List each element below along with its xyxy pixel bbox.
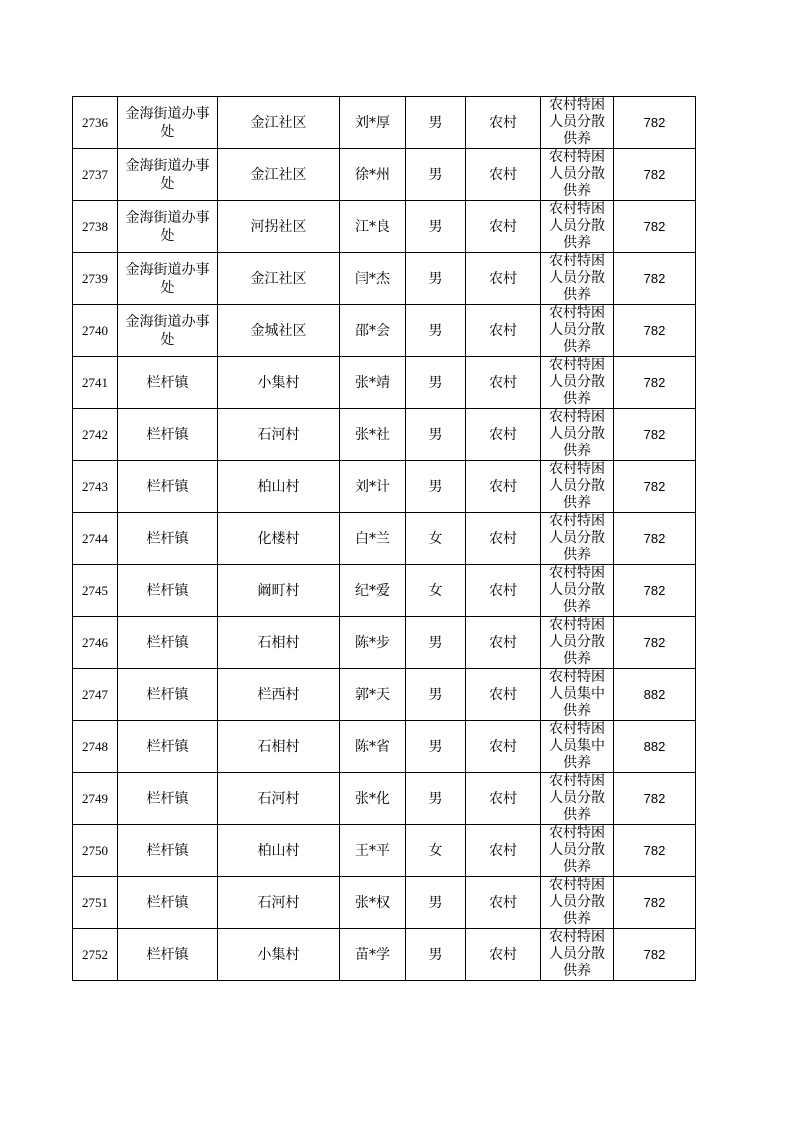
recipient-name-cell (340, 929, 406, 981)
serial-number-cell-text: 2738 (82, 218, 108, 234)
residence-type-cell (466, 149, 541, 201)
recipient-name-cell-text: 刘*计 (355, 478, 390, 495)
township-cell-text: 栏杆镇 (146, 426, 189, 443)
township-cell (118, 669, 218, 721)
amount-cell (614, 929, 696, 981)
gender-cell-text: 女 (428, 530, 443, 547)
amount-cell-text: 782 (643, 270, 666, 286)
village-cell-text: 石相村 (257, 738, 300, 755)
township-cell-text: 栏杆镇 (146, 582, 189, 599)
township-cell-text: 栏杆镇 (146, 946, 189, 963)
residence-type-cell-text: 农村 (489, 270, 517, 287)
township-cell-text: 金海街道办事处 (125, 157, 210, 192)
residence-type-cell (466, 409, 541, 461)
gender-cell-text: 男 (428, 738, 443, 755)
residence-type-cell (466, 461, 541, 513)
support-category-cell (541, 617, 614, 669)
support-category-cell (541, 825, 614, 877)
village-cell-text: 石相村 (257, 634, 300, 651)
township-cell (118, 253, 218, 305)
township-cell (118, 201, 218, 253)
serial-number-cell (73, 461, 118, 513)
recipient-name-cell-text: 苗*学 (355, 946, 390, 963)
village-cell (218, 253, 340, 305)
gender-cell-text: 男 (428, 946, 443, 963)
serial-number-cell (73, 617, 118, 669)
gender-cell-text: 男 (428, 478, 443, 495)
gender-cell-text: 男 (428, 426, 443, 443)
serial-number-cell-text: 2737 (82, 166, 108, 182)
recipient-name-cell (340, 97, 406, 149)
serial-number-cell (73, 409, 118, 461)
support-category-cell-text: 农村特困人员分散供养 (549, 253, 605, 303)
residence-type-cell-text: 农村 (489, 686, 517, 703)
amount-cell (614, 565, 696, 617)
village-cell (218, 461, 340, 513)
village-cell (218, 565, 340, 617)
recipient-name-cell-text: 徐*州 (355, 166, 390, 183)
township-cell (118, 773, 218, 825)
gender-cell-text: 男 (428, 790, 443, 807)
village-cell-text: 阚町村 (257, 582, 300, 599)
amount-cell (614, 773, 696, 825)
village-cell (218, 877, 340, 929)
recipient-name-cell-text: 陈*省 (355, 738, 390, 755)
township-cell (118, 929, 218, 981)
township-cell (118, 461, 218, 513)
support-category-cell-text: 农村特困人员分散供养 (549, 97, 605, 147)
gender-cell-text: 男 (428, 894, 443, 911)
support-category-cell (541, 305, 614, 357)
support-category-cell-text: 农村特困人员分散供养 (549, 877, 605, 927)
amount-cell-text: 782 (643, 530, 666, 546)
serial-number-cell (73, 669, 118, 721)
support-category-cell-text: 农村特困人员分散供养 (549, 201, 605, 251)
township-cell-text: 栏杆镇 (146, 374, 189, 391)
amount-cell (614, 97, 696, 149)
township-cell (118, 149, 218, 201)
gender-cell (406, 721, 466, 773)
gender-cell-text: 男 (428, 114, 443, 131)
township-cell-text: 栏杆镇 (146, 738, 189, 755)
amount-cell-text: 782 (643, 114, 666, 130)
residence-type-cell (466, 825, 541, 877)
residence-type-cell-text: 农村 (489, 166, 517, 183)
table-row (73, 149, 696, 201)
table-row (73, 669, 696, 721)
gender-cell-text: 男 (428, 322, 443, 339)
township-cell (118, 409, 218, 461)
table-row (73, 825, 696, 877)
support-category-cell-text: 农村特困人员分散供养 (549, 149, 605, 199)
recipient-name-cell-text: 张*社 (355, 426, 390, 443)
township-cell-text: 栏杆镇 (146, 894, 189, 911)
recipient-name-cell-text: 纪*爱 (355, 582, 390, 599)
township-cell (118, 825, 218, 877)
amount-cell-text: 782 (643, 582, 666, 598)
recipient-name-cell-text: 邵*会 (355, 322, 390, 339)
serial-number-cell-text: 2743 (82, 478, 108, 494)
support-category-cell-text: 农村特困人员分散供养 (549, 773, 605, 823)
amount-cell-text: 782 (643, 322, 666, 338)
support-category-cell-text: 农村特困人员分散供养 (549, 929, 605, 979)
amount-cell (614, 721, 696, 773)
recipient-name-cell (340, 565, 406, 617)
residence-type-cell-text: 农村 (489, 426, 517, 443)
serial-number-cell (73, 97, 118, 149)
amount-cell-text: 782 (643, 790, 666, 806)
gender-cell (406, 825, 466, 877)
village-cell (218, 201, 340, 253)
support-category-cell-text: 农村特困人员分散供养 (549, 409, 605, 459)
village-cell (218, 357, 340, 409)
amount-cell-text: 782 (643, 894, 666, 910)
table-row (73, 513, 696, 565)
gender-cell (406, 201, 466, 253)
recipient-name-cell-text: 张*化 (355, 790, 390, 807)
amount-cell-text: 782 (643, 946, 666, 962)
residence-type-cell (466, 721, 541, 773)
gender-cell (406, 409, 466, 461)
amount-cell (614, 357, 696, 409)
village-cell-text: 金江社区 (250, 166, 307, 183)
support-category-cell (541, 201, 614, 253)
residence-type-cell-text: 农村 (489, 842, 517, 859)
serial-number-cell (73, 201, 118, 253)
gender-cell (406, 877, 466, 929)
table-row (73, 617, 696, 669)
residence-type-cell-text: 农村 (489, 790, 517, 807)
residence-type-cell (466, 565, 541, 617)
residence-type-cell (466, 253, 541, 305)
village-cell-text: 金城社区 (250, 322, 307, 339)
recipient-name-cell-text: 郭*天 (355, 686, 390, 703)
gender-cell (406, 773, 466, 825)
amount-cell (614, 825, 696, 877)
gender-cell (406, 97, 466, 149)
serial-number-cell (73, 773, 118, 825)
support-category-cell-text: 农村特困人员分散供养 (549, 617, 605, 667)
amount-cell (614, 253, 696, 305)
serial-number-cell-text: 2739 (82, 270, 108, 286)
gender-cell (406, 357, 466, 409)
village-cell-text: 小集村 (257, 374, 300, 391)
gender-cell (406, 461, 466, 513)
amount-cell (614, 305, 696, 357)
support-category-cell (541, 357, 614, 409)
amount-cell-text: 782 (643, 634, 666, 650)
table-row (73, 773, 696, 825)
township-cell (118, 97, 218, 149)
recipient-name-cell (340, 773, 406, 825)
village-cell-text: 小集村 (257, 946, 300, 963)
recipient-name-cell-text: 王*平 (355, 842, 390, 859)
serial-number-cell-text: 2746 (82, 634, 108, 650)
recipient-name-cell (340, 877, 406, 929)
village-cell-text: 柏山村 (257, 842, 300, 859)
amount-cell (614, 409, 696, 461)
township-cell-text: 栏杆镇 (146, 530, 189, 547)
township-cell-text: 栏杆镇 (146, 842, 189, 859)
gender-cell-text: 男 (428, 686, 443, 703)
gender-cell (406, 253, 466, 305)
residence-type-cell-text: 农村 (489, 374, 517, 391)
residence-type-cell (466, 357, 541, 409)
serial-number-cell-text: 2749 (82, 790, 108, 806)
support-category-cell-text: 农村特困人员集中供养 (549, 669, 605, 719)
support-category-cell (541, 721, 614, 773)
serial-number-cell (73, 877, 118, 929)
village-cell (218, 149, 340, 201)
recipient-name-cell-text: 闫*杰 (355, 270, 390, 287)
amount-cell-text: 782 (643, 842, 666, 858)
township-cell (118, 513, 218, 565)
amount-cell-text: 782 (643, 218, 666, 234)
township-cell (118, 565, 218, 617)
amount-cell (614, 669, 696, 721)
serial-number-cell (73, 357, 118, 409)
recipient-name-cell (340, 825, 406, 877)
serial-number-cell-text: 2740 (82, 322, 108, 338)
serial-number-cell (73, 565, 118, 617)
table-row (73, 253, 696, 305)
village-cell (218, 513, 340, 565)
serial-number-cell-text: 2745 (82, 582, 108, 598)
village-cell-text: 石河村 (257, 426, 300, 443)
table-body (73, 97, 696, 981)
township-cell-text: 金海街道办事处 (125, 313, 210, 348)
serial-number-cell-text: 2752 (82, 946, 108, 962)
table-row (73, 929, 696, 981)
table-row (73, 97, 696, 149)
residence-type-cell-text: 农村 (489, 218, 517, 235)
township-cell-text: 金海街道办事处 (125, 209, 210, 244)
serial-number-cell (73, 929, 118, 981)
recipient-name-cell (340, 357, 406, 409)
village-cell-text: 石河村 (257, 894, 300, 911)
residence-type-cell (466, 305, 541, 357)
amount-cell (614, 617, 696, 669)
gender-cell (406, 513, 466, 565)
support-category-cell (541, 409, 614, 461)
recipient-name-cell (340, 669, 406, 721)
support-category-cell-text: 农村特困人员分散供养 (549, 513, 605, 563)
support-category-cell-text: 农村特困人员分散供养 (549, 357, 605, 407)
support-category-cell (541, 565, 614, 617)
recipient-name-cell (340, 253, 406, 305)
residence-type-cell-text: 农村 (489, 114, 517, 131)
gender-cell-text: 男 (428, 270, 443, 287)
gender-cell-text: 男 (428, 218, 443, 235)
table-row (73, 357, 696, 409)
amount-cell (614, 877, 696, 929)
recipient-name-cell-text: 张*靖 (355, 374, 390, 391)
gender-cell-text: 女 (428, 842, 443, 859)
serial-number-cell-text: 2742 (82, 426, 108, 442)
recipient-name-cell-text: 白*兰 (355, 530, 390, 547)
residence-type-cell-text: 农村 (489, 530, 517, 547)
residence-type-cell-text: 农村 (489, 894, 517, 911)
amount-cell-text: 782 (643, 374, 666, 390)
township-cell-text: 栏杆镇 (146, 686, 189, 703)
township-cell-text: 金海街道办事处 (125, 261, 210, 296)
recipient-name-cell (340, 201, 406, 253)
residence-type-cell-text: 农村 (489, 322, 517, 339)
support-category-cell (541, 513, 614, 565)
gender-cell (406, 149, 466, 201)
recipient-name-cell (340, 721, 406, 773)
village-cell (218, 669, 340, 721)
village-cell (218, 97, 340, 149)
recipient-name-cell (340, 409, 406, 461)
recipient-name-cell-text: 江*良 (355, 218, 390, 235)
serial-number-cell-text: 2744 (82, 530, 108, 546)
table-row (73, 877, 696, 929)
serial-number-cell (73, 305, 118, 357)
township-cell-text: 栏杆镇 (146, 478, 189, 495)
residence-type-cell-text: 农村 (489, 634, 517, 651)
amount-cell (614, 513, 696, 565)
residence-type-cell-text: 农村 (489, 582, 517, 599)
residence-type-cell (466, 97, 541, 149)
amount-cell-text: 882 (643, 686, 666, 702)
township-cell-text: 金海街道办事处 (125, 105, 210, 140)
village-cell (218, 305, 340, 357)
residence-type-cell (466, 669, 541, 721)
table-row (73, 461, 696, 513)
serial-number-cell-text: 2748 (82, 738, 108, 754)
residence-type-cell-text: 农村 (489, 946, 517, 963)
village-cell-text: 石河村 (257, 790, 300, 807)
township-cell (118, 305, 218, 357)
village-cell-text: 金江社区 (250, 270, 307, 287)
serial-number-cell (73, 721, 118, 773)
residence-type-cell (466, 773, 541, 825)
residence-type-cell (466, 929, 541, 981)
support-category-cell (541, 669, 614, 721)
residence-type-cell-text: 农村 (489, 478, 517, 495)
recipient-name-cell-text: 陈*步 (355, 634, 390, 651)
serial-number-cell-text: 2751 (82, 894, 108, 910)
amount-cell-text: 782 (643, 478, 666, 494)
support-category-cell-text: 农村特困人员分散供养 (549, 565, 605, 615)
gender-cell (406, 565, 466, 617)
table-row (73, 721, 696, 773)
township-cell (118, 357, 218, 409)
support-category-cell (541, 929, 614, 981)
village-cell-text: 柏山村 (257, 478, 300, 495)
gender-cell-text: 男 (428, 374, 443, 391)
support-category-cell-text: 农村特困人员分散供养 (549, 461, 605, 511)
support-category-cell (541, 877, 614, 929)
support-category-cell-text: 农村特困人员分散供养 (549, 305, 605, 355)
support-category-cell (541, 97, 614, 149)
amount-cell (614, 461, 696, 513)
village-cell-text: 栏西村 (257, 686, 300, 703)
serial-number-cell (73, 149, 118, 201)
amount-cell-text: 782 (643, 426, 666, 442)
table-row (73, 305, 696, 357)
table-row (73, 565, 696, 617)
support-category-cell (541, 253, 614, 305)
serial-number-cell (73, 253, 118, 305)
residence-type-cell (466, 877, 541, 929)
village-cell (218, 929, 340, 981)
serial-number-cell-text: 2750 (82, 842, 108, 858)
gender-cell (406, 929, 466, 981)
recipient-name-cell (340, 617, 406, 669)
village-cell-text: 河拐社区 (250, 218, 307, 235)
village-cell (218, 721, 340, 773)
village-cell-text: 化楼村 (257, 530, 300, 547)
township-cell-text: 栏杆镇 (146, 634, 189, 651)
residence-type-cell (466, 617, 541, 669)
recipient-name-cell (340, 149, 406, 201)
gender-cell-text: 女 (428, 582, 443, 599)
village-cell (218, 409, 340, 461)
amount-cell-text: 882 (643, 738, 666, 754)
township-cell-text: 栏杆镇 (146, 790, 189, 807)
township-cell (118, 721, 218, 773)
amount-cell-text: 782 (643, 166, 666, 182)
table-row (73, 409, 696, 461)
serial-number-cell (73, 825, 118, 877)
serial-number-cell-text: 2747 (82, 686, 108, 702)
support-category-cell-text: 农村特困人员集中供养 (549, 721, 605, 771)
amount-cell (614, 201, 696, 253)
recipient-name-cell (340, 513, 406, 565)
relief-recipient-table (72, 96, 696, 981)
recipient-name-cell-text: 张*权 (355, 894, 390, 911)
village-cell (218, 773, 340, 825)
support-category-cell (541, 773, 614, 825)
serial-number-cell (73, 513, 118, 565)
amount-cell (614, 149, 696, 201)
residence-type-cell (466, 513, 541, 565)
village-cell (218, 825, 340, 877)
gender-cell-text: 男 (428, 166, 443, 183)
gender-cell (406, 617, 466, 669)
support-category-cell (541, 149, 614, 201)
township-cell (118, 877, 218, 929)
residence-type-cell-text: 农村 (489, 738, 517, 755)
gender-cell-text: 男 (428, 634, 443, 651)
support-category-cell (541, 461, 614, 513)
residence-type-cell (466, 201, 541, 253)
village-cell-text: 金江社区 (250, 114, 307, 131)
serial-number-cell-text: 2736 (82, 114, 108, 130)
recipient-name-cell (340, 461, 406, 513)
township-cell (118, 617, 218, 669)
gender-cell (406, 305, 466, 357)
recipient-name-cell-text: 刘*厚 (355, 114, 390, 131)
support-category-cell-text: 农村特困人员分散供养 (549, 825, 605, 875)
gender-cell (406, 669, 466, 721)
village-cell (218, 617, 340, 669)
table-row (73, 201, 696, 253)
recipient-name-cell (340, 305, 406, 357)
serial-number-cell-text: 2741 (82, 374, 108, 390)
